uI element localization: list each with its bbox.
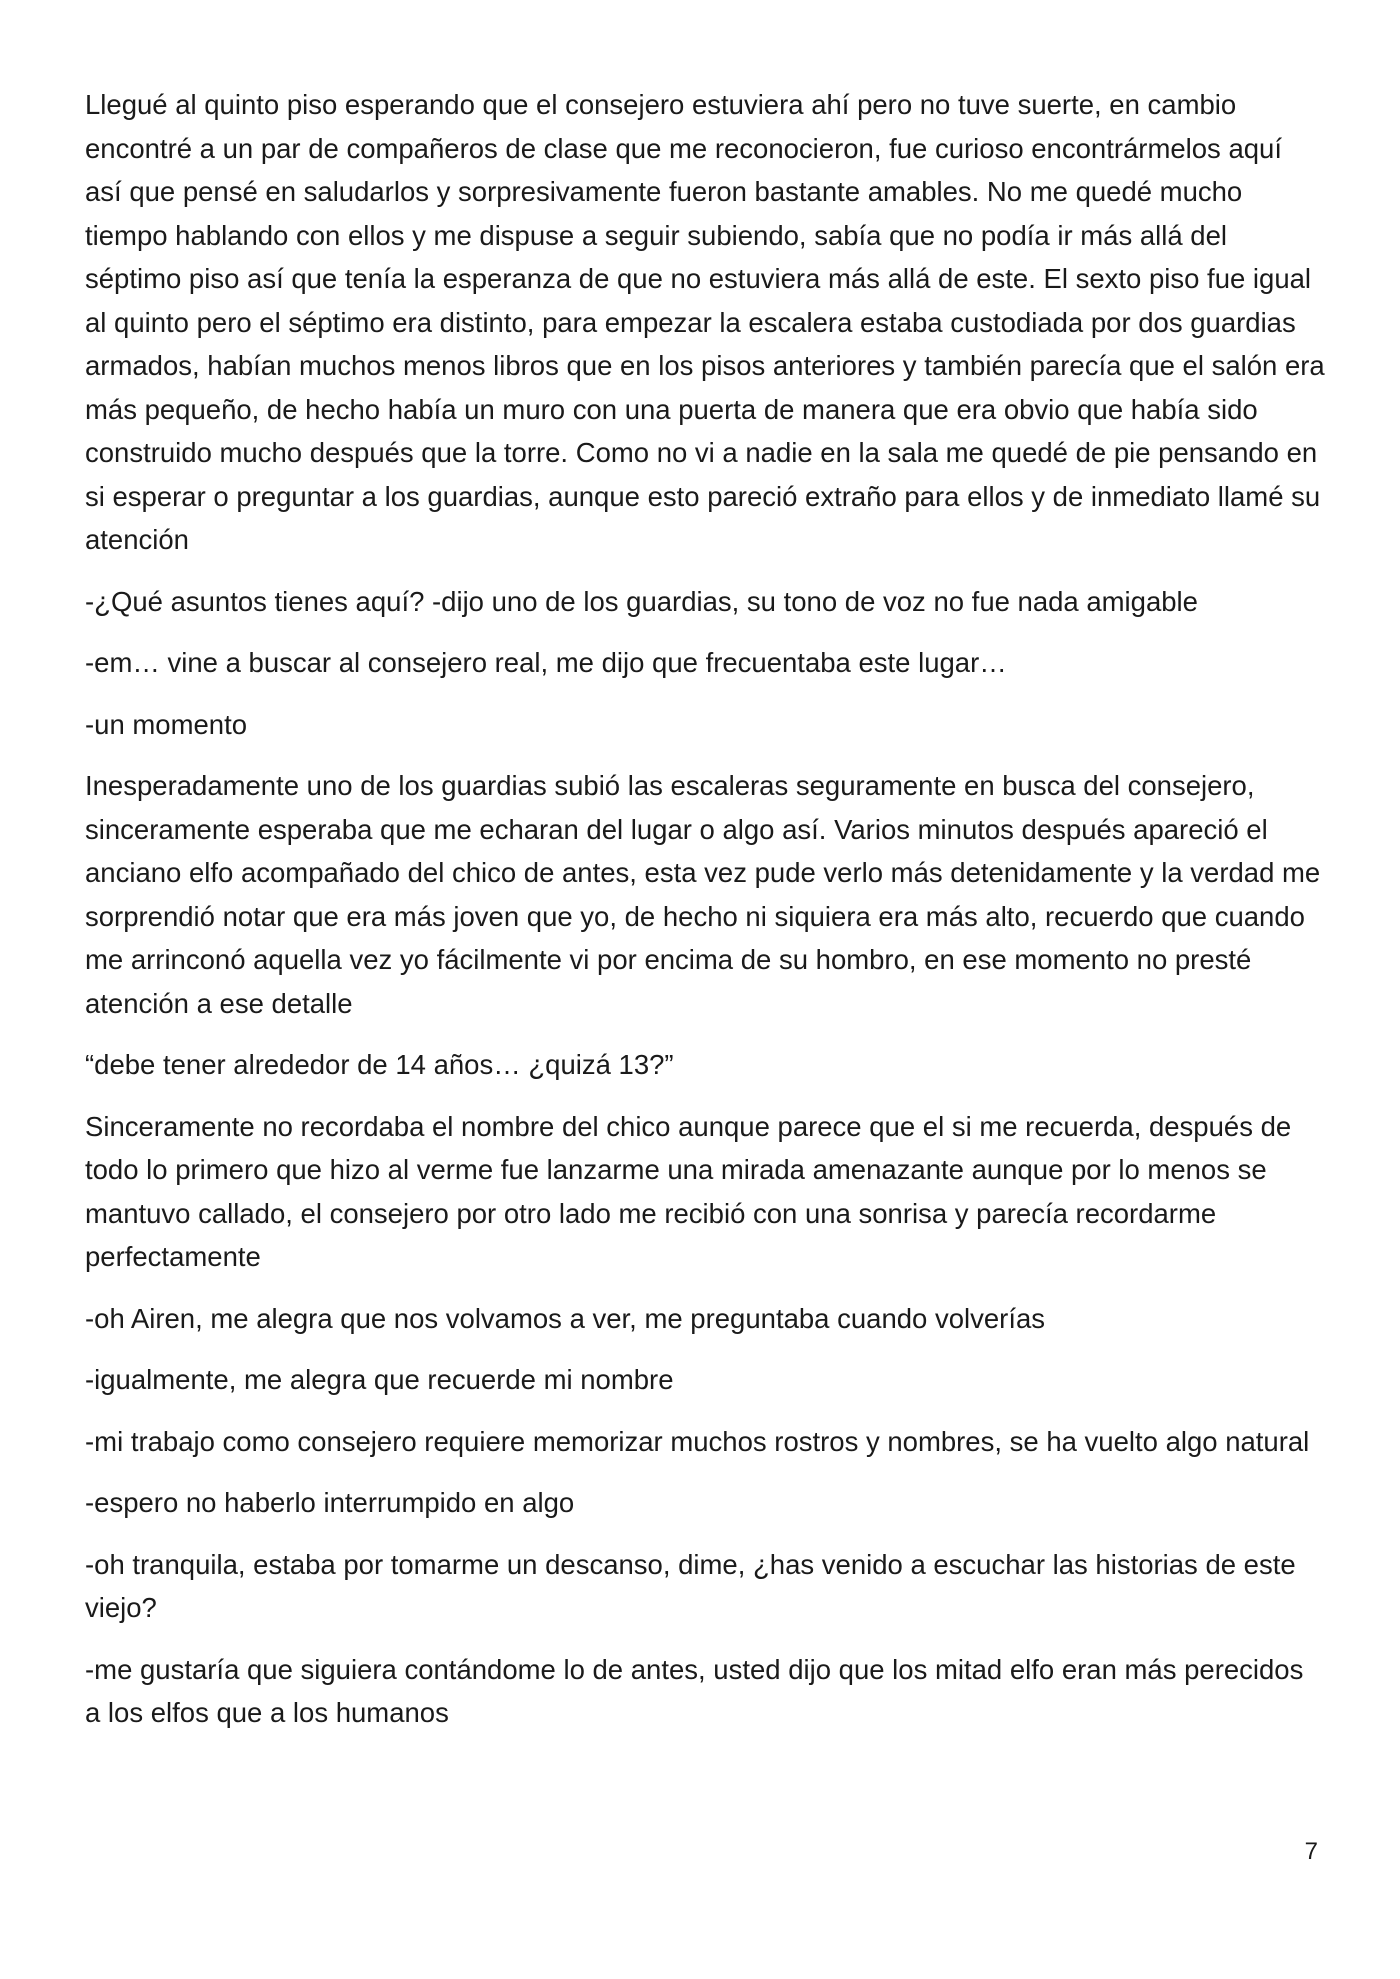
- document-body: [85, 83, 1325, 1753]
- dialogue-line: -me gustaría que siguiera contándome lo de antes, usted dijo que los mitad elfo eran más perecidos a los elfos que a los humanos: [85, 1653, 1304, 1728]
- dialogue-line: -mi trabajo como consejero requiere memorizar muchos rostros y nombres, se ha vuelto algo natural: [85, 1425, 1310, 1457]
- dialogue-line: -oh Airen, me alegra que nos volvamos a ver, me preguntaba cuando volverías: [85, 1302, 1046, 1334]
- dialogue-line: -igualmente, me alegra que recuerde mi nombre: [85, 1364, 674, 1395]
- dialogue-line: -un momento: [85, 708, 248, 740]
- dialogue-line: -oh tranquila, estaba por tomarme un descanso, dime, ¿has venido a escuchar las historias de este viejo?: [85, 1548, 1296, 1623]
- dialogue-line: -em… vine a buscar al consejero real, me dijo que frecuentaba este lugar…: [85, 647, 1007, 678]
- paragraph: Sinceramente no recordaba el nombre del chico aunque parece que el si me recuerda, después de todo lo primero que hizo al verme fue lanzarme una mirada amenazante aunque por lo menos se mantuvo callado, el consejero por otro lado me recibió con una sonrisa y parecía recordarme perfectamente: [85, 1110, 1292, 1272]
- paragraph: Llegué al quinto piso esperando que el consejero estuviera ahí pero no tuve suerte, en cambio encontré a un par de compañeros de clase que me reconocieron, fue curioso encontrármelos aquí así que pensé en saludarlos y sorpresivamente fueron bastante amables. No me quedé mucho tiempo hablando con ellos y me dispuse a seguir subiendo, sabía que no podía ir más allá del séptimo piso así que tenía la esperanza de que no estuviera más allá de este. El sexto piso fue igual al quinto pero el séptimo era distinto, para empezar la escalera estaba custodiada por dos guardias armados, habían muchos menos libros que en los pisos anteriores y también parecía que el salón era más pequeño, de hecho había un muro con una puerta de manera que era obvio que había sido construido mucho después que la torre. Como no vi a nadie en la sala me quedé de pie pensando en si esperar o preguntar a los guardias, aunque esto pareció extraño para ellos y de inmediato llamé su atención: [85, 89, 1325, 555]
- dialogue-line: -espero no haberlo interrumpido en algo: [85, 1487, 575, 1518]
- paragraph: Inesperadamente uno de los guardias subió las escaleras seguramente en busca del consejero, sinceramente esperaba que me echaran del lugar o algo así. Varios minutos después apareció el anciano elfo acompañado del chico de antes, esta vez pude verlo más detenidamente y la verdad me sorprendió notar que era más joven que yo, de hecho ni siquiera era más alto, recuerdo que cuando me arrinconó aquella vez yo fácilmente vi por encima de su hombro, en ese momento no presté atención a ese detalle: [85, 770, 1321, 1019]
- thought-line: “debe tener alrededor de 14 años… ¿quizá 13?”: [85, 1049, 674, 1080]
- dialogue-line: -¿Qué asuntos tienes aquí? -dijo uno de los guardias, su tono de voz no fue nada amigable: [85, 585, 1198, 617]
- page-number: 7: [1304, 1838, 1318, 1865]
